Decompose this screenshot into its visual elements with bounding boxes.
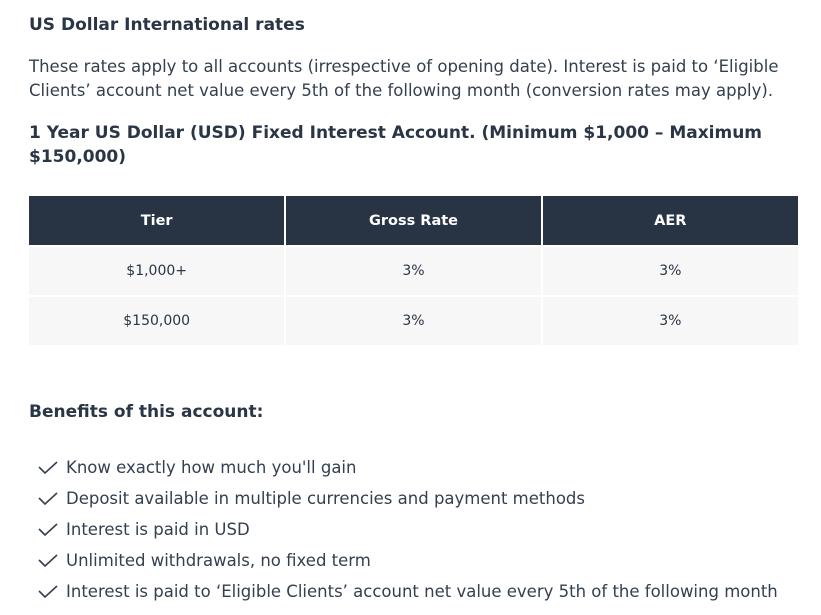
benefit-text: Unlimited withdrawals, no fixed term bbox=[66, 551, 371, 570]
list-item bbox=[29, 576, 809, 607]
cell-aer: 3% bbox=[542, 296, 798, 345]
benefit-text: Interest is paid to ‘Eligible Clients’ account net value every 5th of the following month bbox=[66, 582, 778, 601]
check-icon bbox=[37, 491, 59, 507]
list-item bbox=[29, 545, 809, 576]
intro-paragraph: These rates apply to all accounts (irrespective of opening date). Interest is paid to ‘Eligible Clients’ account net value every 5th of the following month (conversion rates may apply). bbox=[29, 57, 779, 100]
benefit-text: Interest is paid in USD bbox=[66, 520, 250, 539]
table-header-row bbox=[29, 196, 798, 246]
rates-table bbox=[29, 196, 798, 345]
check-icon bbox=[37, 522, 59, 538]
benefits-list bbox=[29, 452, 809, 607]
product-title: 1 Year US Dollar (USD) Fixed Interest Account. (Minimum $1,000 – Maximum $150,000) bbox=[29, 123, 763, 167]
list-item bbox=[29, 514, 809, 545]
cell-tier: $1,000+ bbox=[29, 246, 285, 296]
check-icon bbox=[37, 460, 59, 476]
header-tier: Tier bbox=[29, 196, 285, 246]
table-row bbox=[29, 246, 798, 296]
cell-gross-rate: 3% bbox=[285, 246, 541, 296]
header-aer: AER bbox=[542, 196, 798, 246]
table-row bbox=[29, 296, 798, 345]
cell-aer: 3% bbox=[542, 246, 798, 296]
cell-tier: $150,000 bbox=[29, 296, 285, 345]
list-item bbox=[29, 483, 809, 514]
benefit-text: Deposit available in multiple currencies and payment methods bbox=[66, 489, 586, 508]
header-gross-rate: Gross Rate bbox=[285, 196, 541, 246]
list-item bbox=[29, 452, 809, 483]
check-icon bbox=[37, 584, 59, 600]
benefit-text: Know exactly how much you'll gain bbox=[66, 458, 357, 477]
section-title: US Dollar International rates bbox=[29, 15, 305, 35]
check-icon bbox=[37, 553, 59, 569]
cell-gross-rate: 3% bbox=[285, 296, 541, 345]
benefits-title: Benefits of this account: bbox=[29, 402, 264, 422]
